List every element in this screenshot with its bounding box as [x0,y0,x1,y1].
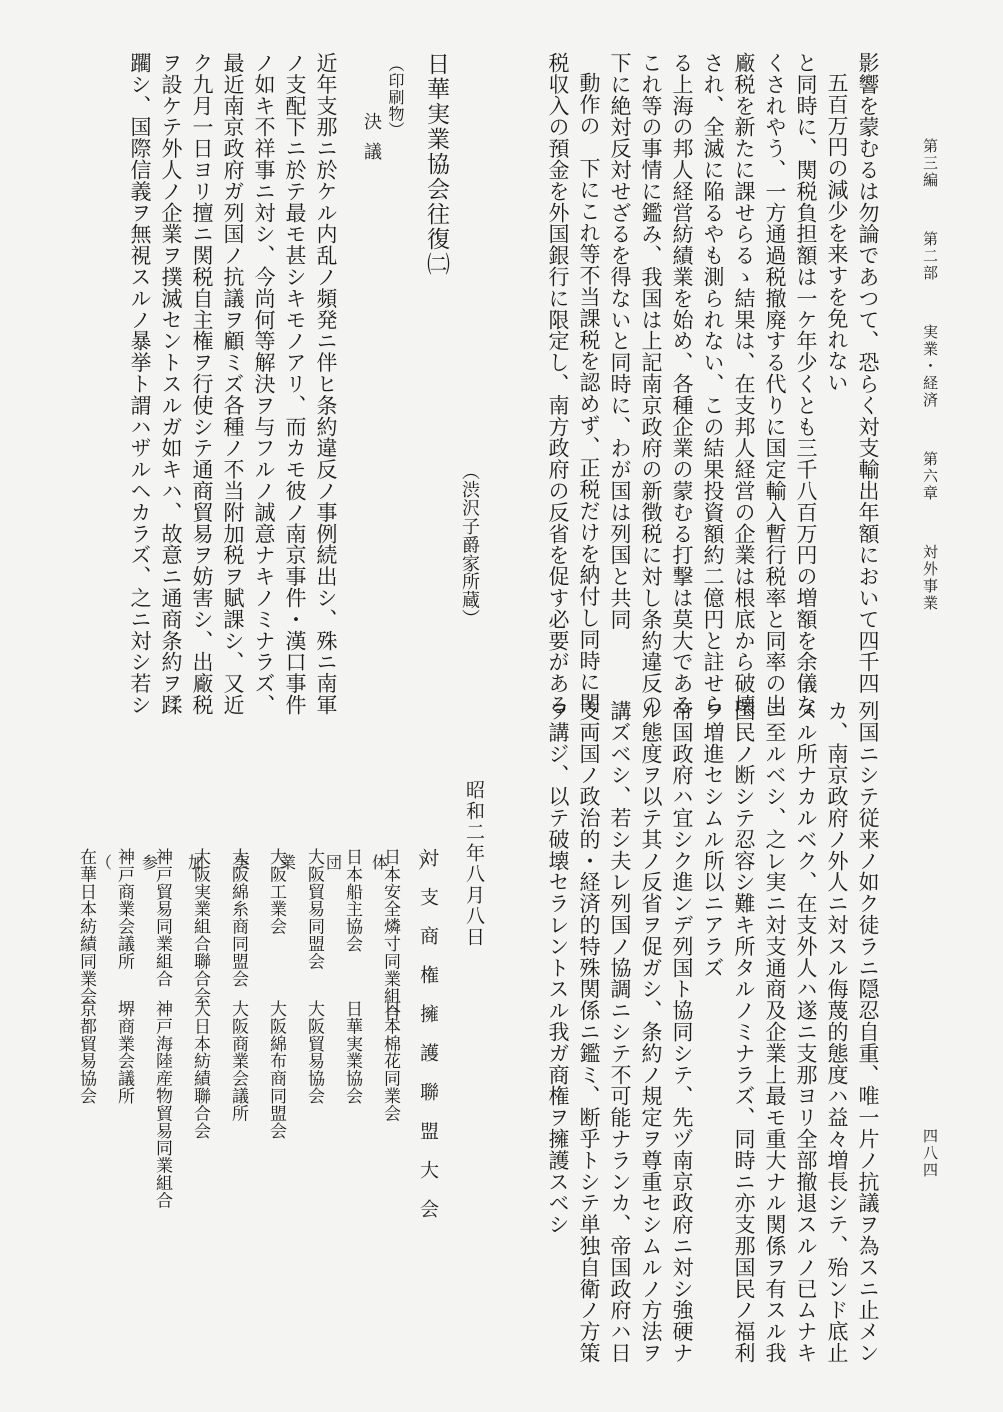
organization-name: 大阪商業会議所 [228,1000,248,1122]
organization-name: 神戸海陸産物貿易同業組合 [152,1000,172,1209]
organization-name: 日本船主協会 [342,848,362,953]
article-number: ㈡ [423,252,449,277]
header-chapter: 第六章 [921,451,939,502]
organization-name: 大阪実業組合聯合会 [190,848,210,1005]
organization-row [143,848,181,1238]
organization-name: 大阪貿易同盟会 [304,848,324,970]
continuation-line: ル態度ヲ以テ其ノ反省ヲ促ガシ、条約ノ規定ヲ尊重セシムルノ方法ヲ [639,700,663,1364]
organization-name: 神戸商業会議所 [114,848,134,970]
main-line: と同時に、関税負担額は一ケ年少くとも三千八百万円の増額を余儀な [794,52,818,716]
organization-row [181,848,219,1238]
continuation-line: 帝国政府ハ宜シク進ンデ列国ト協同シテ、先ヅ南京政府ニ対シ強硬ナ [670,700,694,1364]
organization-name: 日本安全燐寸同業組合 [380,848,400,1022]
continuation-line: 支両国ノ政治的・経済的特殊関係ニ鑑ミ、断乎トシテ単独自衛ノ方策 [577,700,601,1364]
organization-name: 大阪綿糸商同盟会 [228,848,248,988]
main-line: これ等の事情に鑑み、我国は上記南京政府の新徴税に対し条約違反の [639,52,663,716]
decision-text-block [124,52,341,716]
continuation-line: ニ至ルベシ、之レ実ニ対支通商及企業上最モ重大ナル関係ヲ有スル我 [763,700,787,1364]
organization-name: 京都貿易協会 [76,1000,96,1105]
continuation-line: 講ズベシ、若シ夫レ列国ノ協調ニシテ不可能ナランカ、帝国政府ハ日 [608,700,632,1364]
main-line: 税収入の預金を外国銀行に限定し、南方政府の反省を促す必要がある [546,52,570,716]
header-subject: 対外事業 [921,544,939,612]
decision-line: 近年支那ニ於ケル内乱ノ頻発ニ伴ヒ条約違反ノ事例続出シ、殊ニ南軍 [314,52,338,716]
main-line: る上海の邦人経営紡績業を始め、各種企業の蒙むる打撃は莫大である [670,52,694,716]
main-line: 下に絶対反対せざるを得ないと同時に、わが国は列国と共同 [608,52,632,630]
main-line: 廠税を新たに課せらるゝ結果は、在支邦人経営の企業は根底から破壊 [732,52,756,716]
page-number: 四八四 [921,1128,939,1179]
organization-name: 在華日本紡績同業会 [76,848,96,1005]
continuation-line: ヲ増進セシムル所以ニアラズ [701,700,725,979]
decision-line: ヲ設ケテ外人ノ企業ヲ撲滅セントスルガ如キハ、故意ニ通商条約ヲ蹂 [159,52,183,716]
decision-line: ノ支配下ニ於テ最モ甚シキモノアリ、而カモ彼ノ南京事件・漢口事件 [283,52,307,716]
organization-name: 大日本紡績聯合会 [190,1000,210,1140]
organization-name: 日本棉花同業会 [380,1000,400,1122]
continuation-line: 列国ニシテ従来ノ如ク徒ラニ隠忍自重、唯一片ノ抗議ヲ為スニ止メン [856,700,880,1364]
organization-list [67,848,447,1238]
organization-row [295,848,333,1238]
header-section: 第二部 [921,231,939,282]
decision-line: 躙シ、国際信義ヲ無視スルノ暴挙ト謂ハザルヘカラズ、之ニ対シ若シ [128,52,152,716]
main-line: くされやう、一方通過税撤廃する代りに国定輸入暫行税率と同率の出 [763,52,787,716]
continuation-text-block [542,700,883,1363]
printed-label: （印刷物） [386,56,405,138]
decision-line: 最近南京政府ガ列国ノ抗議ヲ顧ミズ各種ノ不当附加税ヲ賦課シ、又近 [221,52,245,716]
organization-row [219,848,257,1238]
decision-line: ノ如キ不祥事ニ対シ、今尚何等解決ヲ与フルノ誠意ナキノミナラズ、 [252,52,276,716]
main-text-block [542,52,883,716]
continuation-line: 国民ノ断シテ忍容シ難キ所タルノミナラズ、同時ニ亦支那国民ノ福利 [732,700,756,1364]
date: 昭和二年八月八日 [463,780,485,948]
header-part: 第三編 [921,138,939,189]
running-header [920,138,941,634]
organization-name: 大阪貿易協会 [304,1000,324,1105]
organization-row [371,848,409,1238]
organization-name: 堺商業会議所 [114,1000,134,1105]
main-line: され、全滅に陥るやも測られない、この結果投資額約二億円と註せら [701,52,725,716]
organization-name: 大阪綿布商同盟会 [266,1000,286,1140]
organization-name: 神戸貿易同業組合 [152,848,172,988]
main-line: 五百万円の減少を来すを免れない [825,72,849,393]
decision-line: ク九月一日ヨリ擅ニ関税自主権ヲ行使シテ通商貿易ヲ妨害シ、出廠税 [190,52,214,716]
league-name: 対支商権擁護聯盟大会 [417,848,439,1238]
organization-name: 日華実業協会 [342,1000,362,1105]
header-topic: 実業・経済 [921,324,939,409]
organization-row [105,848,143,1238]
article-title: 日華実業協会往復㈡ [423,52,449,277]
source-label: （渋沢子爵家所蔵） [459,462,480,628]
participants-label: （参加実業団体） [96,853,465,872]
organization-name: 大阪工業会 [266,848,286,935]
organization-row [257,848,295,1238]
continuation-line: カ、南京政府ノ外人ニ対スル侮蔑的態度ハ益々増長シテ、殆ンド底止 [825,700,849,1364]
continuation-line: ヲ講ジ、以テ破壊セラレントスル我ガ商権ヲ擁護スベシ [546,700,570,1235]
continuation-line: スル所ナカルベク、在支外人ハ遂ニ支那ヨリ全部撤退スルノ已ムナキ [794,700,818,1364]
organization-row [333,848,371,1238]
resolution-label: 決議 [361,112,382,172]
main-line: 影響を蒙むるは勿論であつて、恐らく対支輸出年額において四千四 [856,52,880,694]
main-line: 動作の 下にこれ等不当課税を認めず、正税だけを納付し同時に関 [577,72,601,714]
organization-row [67,848,105,1238]
